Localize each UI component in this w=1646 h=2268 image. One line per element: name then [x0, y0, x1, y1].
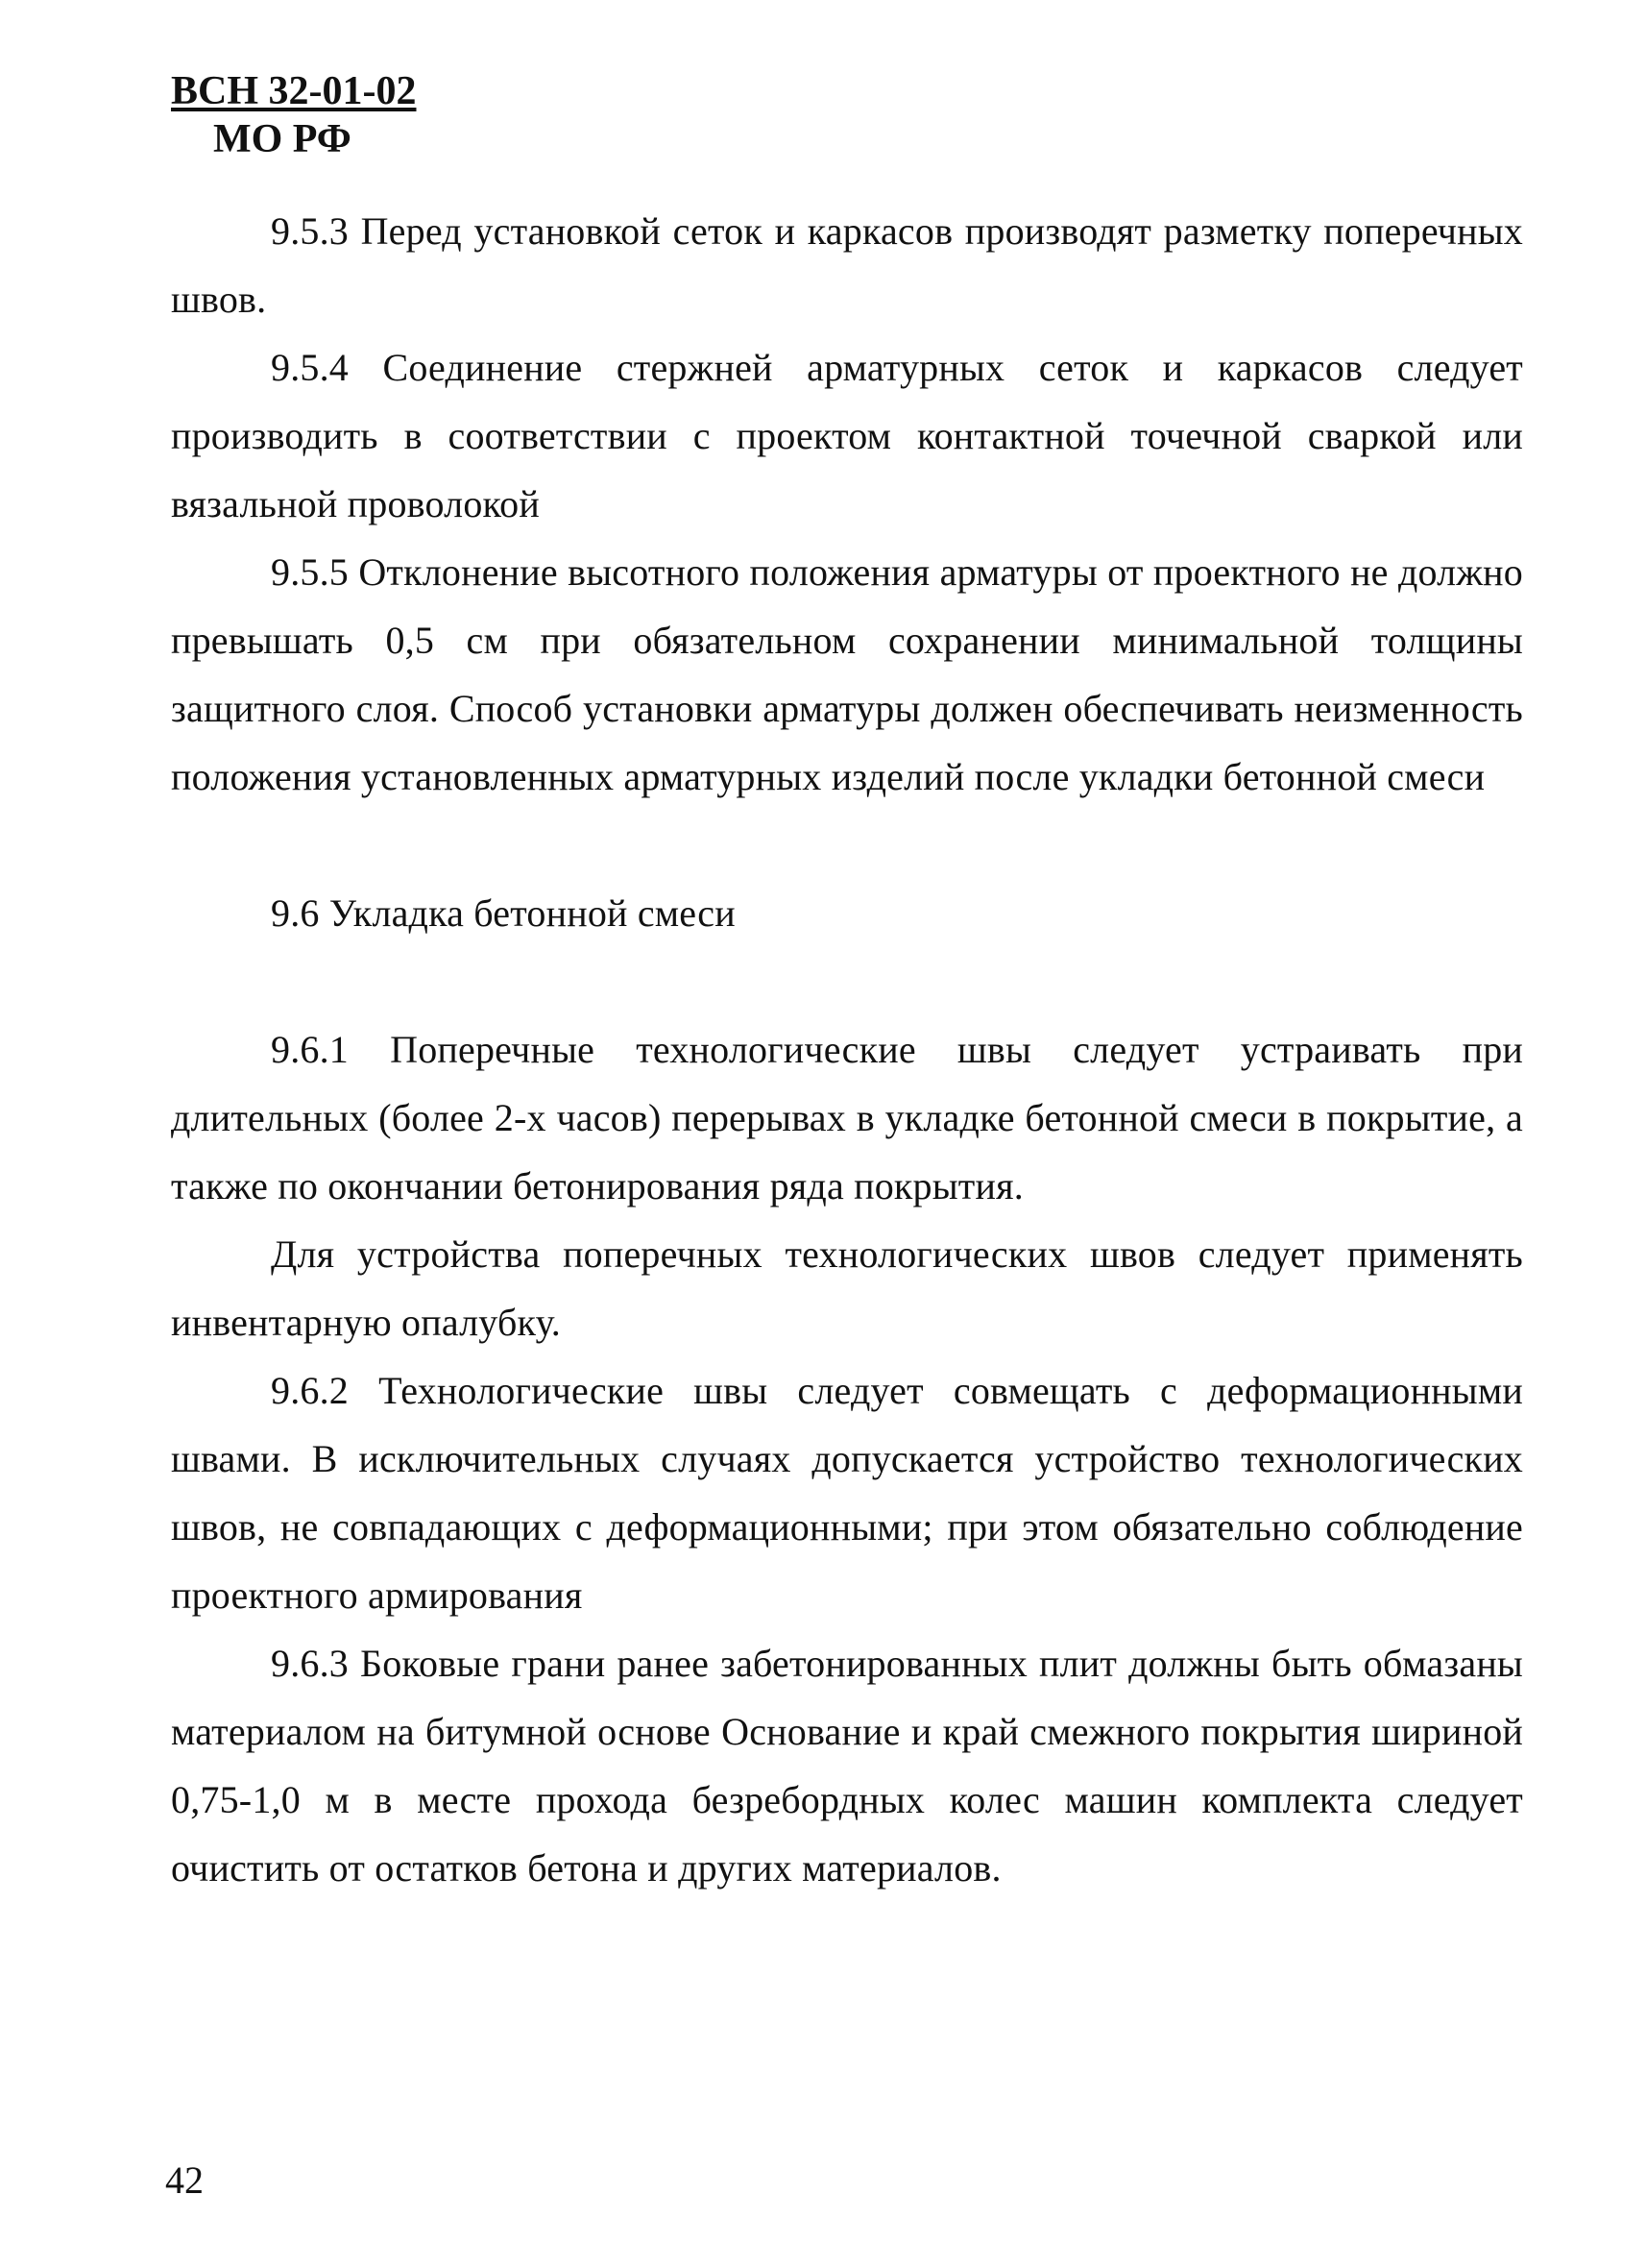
paragraph-9-5-4: 9.5.4 Соединение стержней арматурных сеток и каркасов следует производить в соответствии с проектом контактной точечной сваркой или вязальной проволокой: [171, 346, 1523, 525]
document-code: ВСН 32-01-02: [171, 69, 417, 113]
paragraph-9-6-3: 9.6.3 Боковые грани ранее забетонированных плит должны быть обмазаны материалом на битумной основе Основание и край смежного покрытия шириной 0,75-1,0 м в месте прохода безребордных колес машин комплекта следует очистить от остатков бетона и других материалов.: [171, 1642, 1523, 1890]
section-heading-9-6: 9.6 Укладка бетонной смеси: [271, 891, 736, 935]
paragraph-formwork: Для устройства поперечных технологических швов следует применять инвентарную опалубку.: [171, 1232, 1523, 1344]
document-body: [171, 197, 1523, 1902]
paragraph-9-6-1: 9.6.1 Поперечные технологические швы следует устраивать при длительных (более 2-х часов) перерывах в укладке бетонной смеси в покрытие, а также по окончании бетонирования ряда покрытия.: [171, 1028, 1523, 1207]
document-header: [171, 67, 417, 163]
paragraph-9-6-2: 9.6.2 Технологические швы следует совмещать с деформационными швами. В исключительных случаях допускается устройство технологических швов, не совпадающих с деформационными; при этом обязательно соблюдение проектного армирования: [171, 1369, 1523, 1617]
document-organization: МО РФ: [213, 117, 351, 161]
paragraph-9-5-3: 9.5.3 Перед установкой сеток и каркасов производят разметку поперечных швов.: [171, 209, 1523, 321]
page-number: 42: [165, 2158, 204, 2202]
paragraph-9-5-5: 9.5.5 Отклонение высотного положения арматуры от проектного не должно превышать 0,5 см при обязательном сохранении минимальной толщины защитного слоя. Способ установки арматуры должен обеспечивать неизменность положения установленных арматурных изделий после укладки бетонной смеси: [171, 550, 1523, 798]
